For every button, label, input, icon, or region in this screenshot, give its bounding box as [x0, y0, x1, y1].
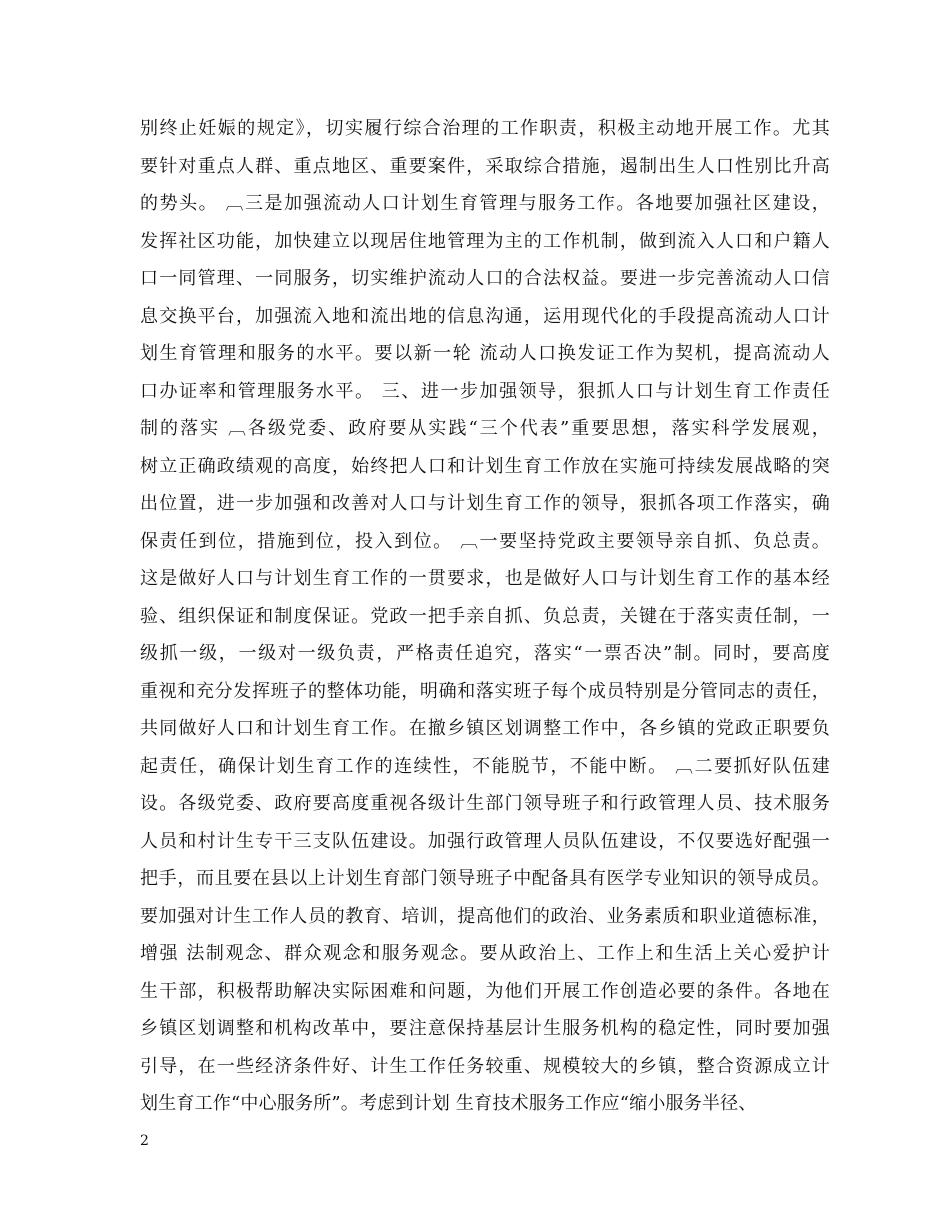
text-line: 把手，而且要在县以上计划生育部门领导班子中配备具有医学专业知识的领导成员。 — [140, 868, 830, 889]
text-line: 划生育工作“中心服务所”。考虑到计划 生育技术服务工作应“缩小服务半径、 — [140, 1093, 757, 1114]
text-line: 发挥社区功能，加快建立以现居住地管理为主的工作机制，做到流入人口和户籍人 — [140, 230, 830, 252]
text-line: 息交换平台，加强流入地和流出地的信息沟通，运用现代化的手段提高流动人口计 — [140, 305, 830, 327]
text-line: 共同做好人口和计划生育工作。在撤乡镇区划调整工作中，各乡镇的党政正职要负 — [140, 718, 830, 739]
text-line: 级抓一级，一级对一级负责，严格责任追究，落实“一票否决”制。同时，要高度 — [140, 643, 830, 664]
text-line: 这是做好人口与计划生育工作的一贯要求，也是做好人口与计划生育工作的基本经 — [140, 568, 830, 589]
text-line: 增强 法制观念、群众观念和服务观念。要从政治上、工作上和生活上关心爱护计 — [140, 943, 830, 964]
text-line: 要加强对计生工作人员的教育、培训，提高他们的政治、业务素质和职业道德标准， — [140, 905, 830, 927]
text-line: 起责任，确保计划生育工作的连续性，不能脱节，不能中断。 ︹二要抓好队伍建 — [140, 755, 830, 777]
text-line: 的势头。 ︹三是加强流动人口计划生育管理与服务工作。各地要加强社区建设， — [140, 193, 830, 214]
text-line: 别终止妊娠的规定》，切实履行综合治理的工作职责，积极主动地开展工作。尤其 — [140, 118, 830, 139]
text-line: 保责任到位，措施到位，投入到位。 ︹一要坚持党政主要领导亲自抓、负总责。 — [140, 530, 830, 552]
text-line: 重视和充分发挥班子的整体功能，明确和落实班子每个成员特别是分管同志的责任， — [140, 680, 830, 702]
text-line: 设。各级党委、政府要高度重视各级计生部门领导班子和行政管理人员、技术服务 — [140, 793, 830, 814]
page-number: 2 — [140, 1133, 149, 1149]
text-line: 验、组织保证和制度保证。党政一把手亲自抓、负总责，关键在于落实责任制，一 — [140, 605, 830, 627]
text-line: 出位置，进一步加强和改善对人口与计划生育工作的领导，狠抓各项工作落实，确 — [140, 493, 830, 514]
text-line: 划生育管理和服务的水平。要以新一轮 流动人口换发证工作为契机，提高流动人 — [140, 343, 830, 364]
text-line: 乡镇区划调整和机构改革中，要注意保持基层计生服务机构的稳定性，同时要加强 — [140, 1018, 830, 1039]
text-line: 树立正确政绩观的高度，始终把人口和计划生育工作放在实施可持续发展战略的突 — [140, 455, 830, 477]
text-line: 制的落实 ︹各级党委、政府要从实践“三个代表”重要思想，落实科学发展观， — [140, 418, 830, 439]
text-line: 人员和村计生专干三支队伍建设。加强行政管理人员队伍建设，不仅要选好配强一 — [140, 830, 830, 852]
text-line: 引导，在一些经济条件好、计生工作任务较重、规模较大的乡镇，整合资源成立计 — [140, 1055, 830, 1077]
text-line: 口办证率和管理服务水平。 三、进一步加强领导，狠抓人口与计划生育工作责任 — [140, 380, 830, 402]
text-line: 口一同管理、一同服务，切实维护流动人口的合法权益。要进一步完善流动人口信 — [140, 268, 830, 289]
body-text — [140, 110, 830, 1123]
text-line: 生干部，积极帮助解决实际困难和问题，为他们开展工作创造必要的条件。各地在 — [140, 980, 830, 1002]
text-line: 要针对重点人群、重点地区、重要案件，采取综合措施，遏制出生人口性别比升高 — [140, 155, 830, 177]
